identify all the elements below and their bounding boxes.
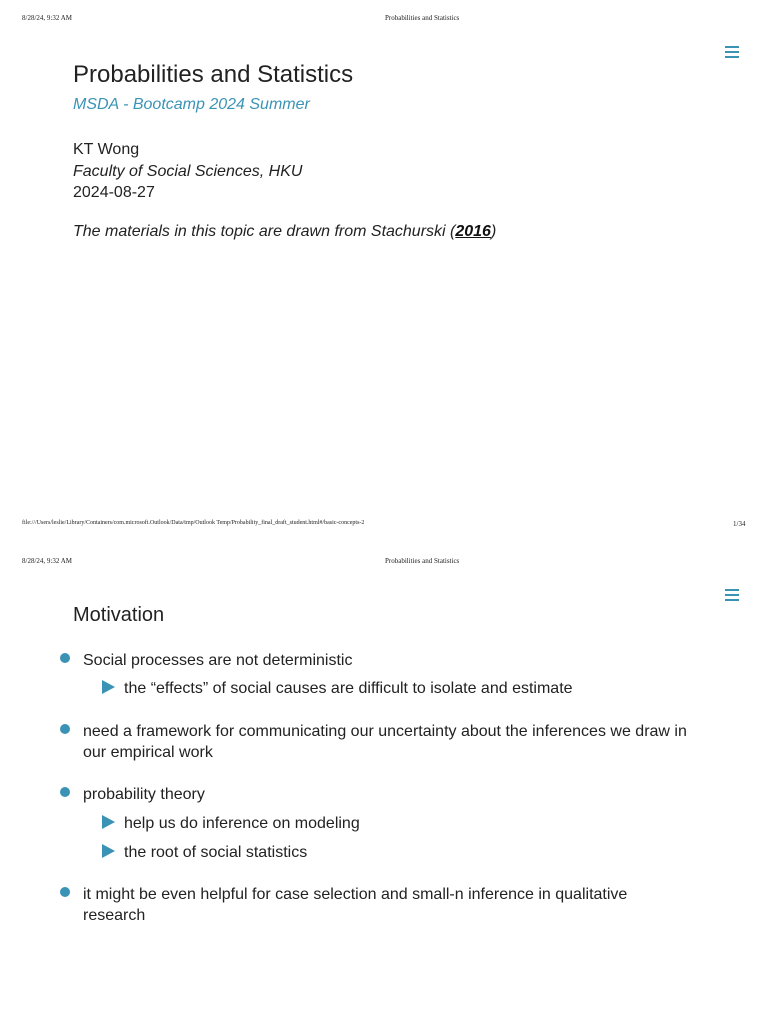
triangle-bullet	[102, 680, 115, 694]
circle-bullet	[60, 653, 70, 663]
slide-title: Motivation	[73, 604, 165, 626]
print-date: 8/28/24, 9:32 AM	[22, 14, 72, 22]
triangle-bullet	[102, 844, 115, 858]
bullet-text: it might be even helpful for case selection and small-n inference in qualitative research	[83, 886, 628, 924]
hamburger-menu-icon[interactable]	[725, 589, 739, 601]
circle-bullet	[60, 787, 70, 797]
source-note-close: )	[490, 223, 497, 240]
print-date: 8/28/24, 9:32 AM	[22, 557, 72, 565]
subtitle: MSDA - Bootcamp 2024 Summer	[73, 96, 310, 113]
affiliation: Faculty of Social Sciences, HKU	[73, 163, 303, 180]
source-note	[73, 223, 496, 241]
bullet-text: probability theory	[83, 786, 205, 803]
bullet-text: need a framework for communicating our uncertainty about the inferences we draw in our empirical work	[83, 723, 687, 761]
page-number: 1/34	[733, 520, 746, 528]
bullet-text: Social processes are not deterministic	[83, 652, 353, 669]
sub-bullet-text: help us do inference on modeling	[124, 815, 360, 832]
author: KT Wong	[73, 141, 140, 158]
page-title: Probabilities and Statistics	[73, 61, 354, 88]
circle-bullet	[60, 724, 70, 734]
sub-bullet-text: the root of social statistics	[124, 844, 308, 861]
source-note-text: The materials in this topic are drawn from Stachurski (	[73, 223, 456, 240]
print-title: Probabilities and Statistics	[385, 14, 460, 22]
footer-url: file:///Users/leslie/Library/Containers/com.microsoft.Outlook/Data/tmp/Outlook Temp/Probability_final_draft_student.html#/basic-concepts-2	[22, 520, 365, 526]
citation-link[interactable]: 2016	[455, 223, 491, 240]
triangle-bullet	[102, 815, 115, 829]
sub-bullet-text: the “effects” of social causes are difficult to isolate and estimate	[124, 680, 573, 697]
hamburger-menu-icon[interactable]	[725, 46, 739, 58]
circle-bullet	[60, 887, 70, 897]
date: 2024-08-27	[73, 184, 155, 201]
print-title: Probabilities and Statistics	[385, 557, 460, 565]
